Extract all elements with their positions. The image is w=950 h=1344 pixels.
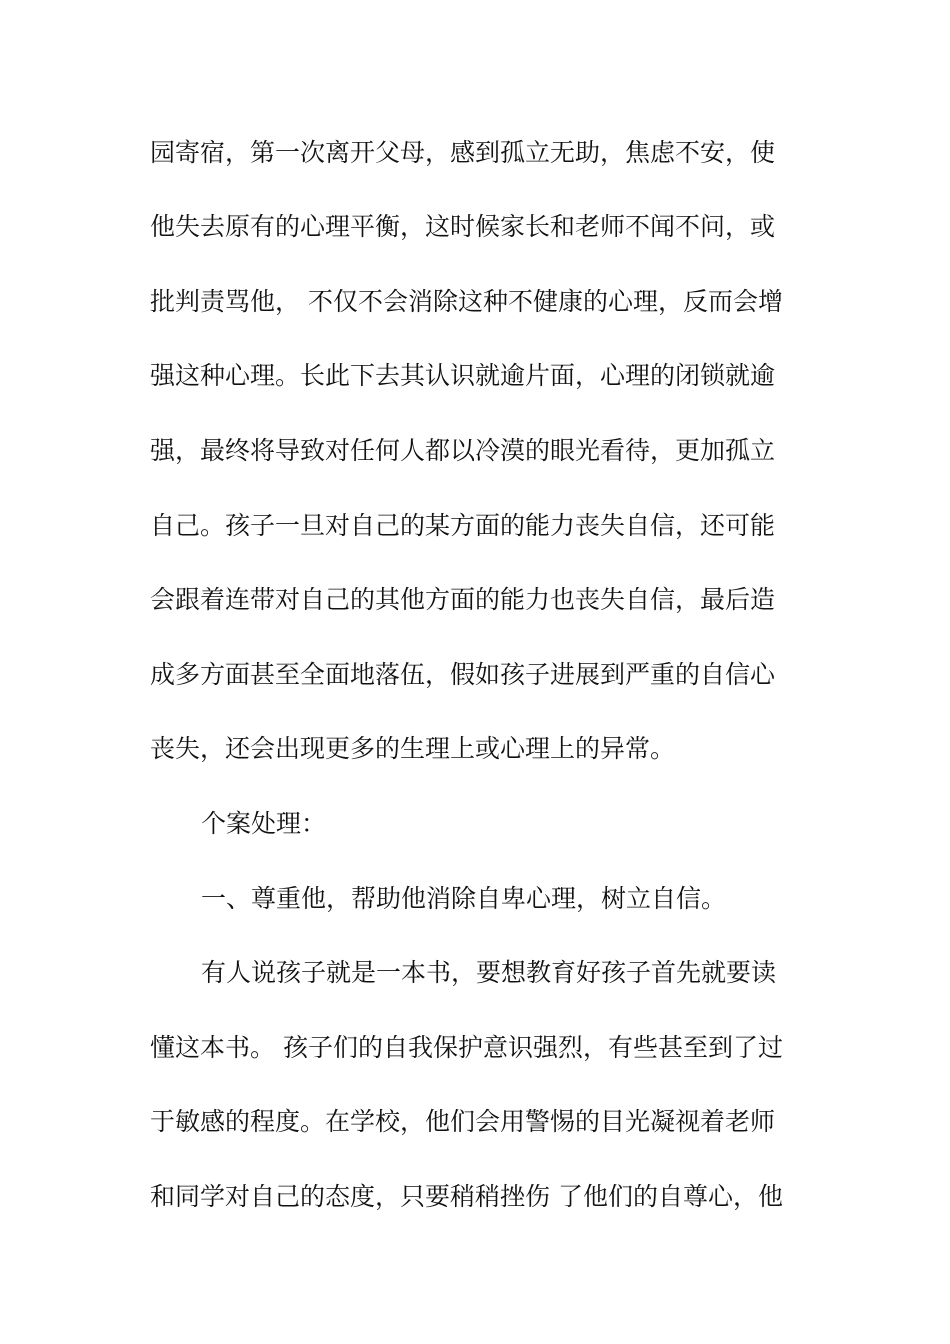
text-line: 会跟着连带对自己的其他方面的能力也丧失自信，最后造: [150, 585, 776, 614]
text-line: 批判责骂他， 不仅不会消除这种不健康的心理，反而会增: [150, 287, 783, 316]
text-line: 园寄宿，第一次离开父母，感到孤立无助，焦虑不安，使: [150, 138, 776, 167]
text-line: 懂这本书。 孩子们的自我保护意识强烈，有些甚至到了过: [150, 1033, 783, 1062]
text-line: 他失去原有的心理平衡，这时候家长和老师不闻不问，或: [150, 212, 776, 241]
text-line: 成多方面甚至全面地落伍，假如孩子进展到严重的自信心: [150, 660, 776, 689]
paragraph-start-line: 有人说孩子就是一本书，要想教育好孩子首先就要读: [201, 958, 777, 987]
text-line: 自己。孩子一旦对自己的某方面的能力丧失自信，还可能: [150, 511, 776, 540]
text-line: 和同学对自己的态度，只要稍稍挫伤 了他们的自尊心，他: [150, 1182, 783, 1211]
text-line: 强这种心理。长此下去其认识就逾片面，心理的闭锁就逾: [150, 361, 776, 390]
text-line: 于敏感的程度。在学校，他们会用警惕的目光凝视着老师: [150, 1107, 776, 1136]
text-line: 丧失，还会出现更多的生理上或心理上的异常。: [150, 734, 676, 763]
section-heading: 个案处理：: [201, 809, 327, 838]
text-line: 强，最终将导致对任何人都以冷漠的眼光看待，更加孤立: [150, 436, 776, 465]
subsection-heading: 一、尊重他，帮助他消除自卑心理，树立自信。: [201, 884, 727, 913]
